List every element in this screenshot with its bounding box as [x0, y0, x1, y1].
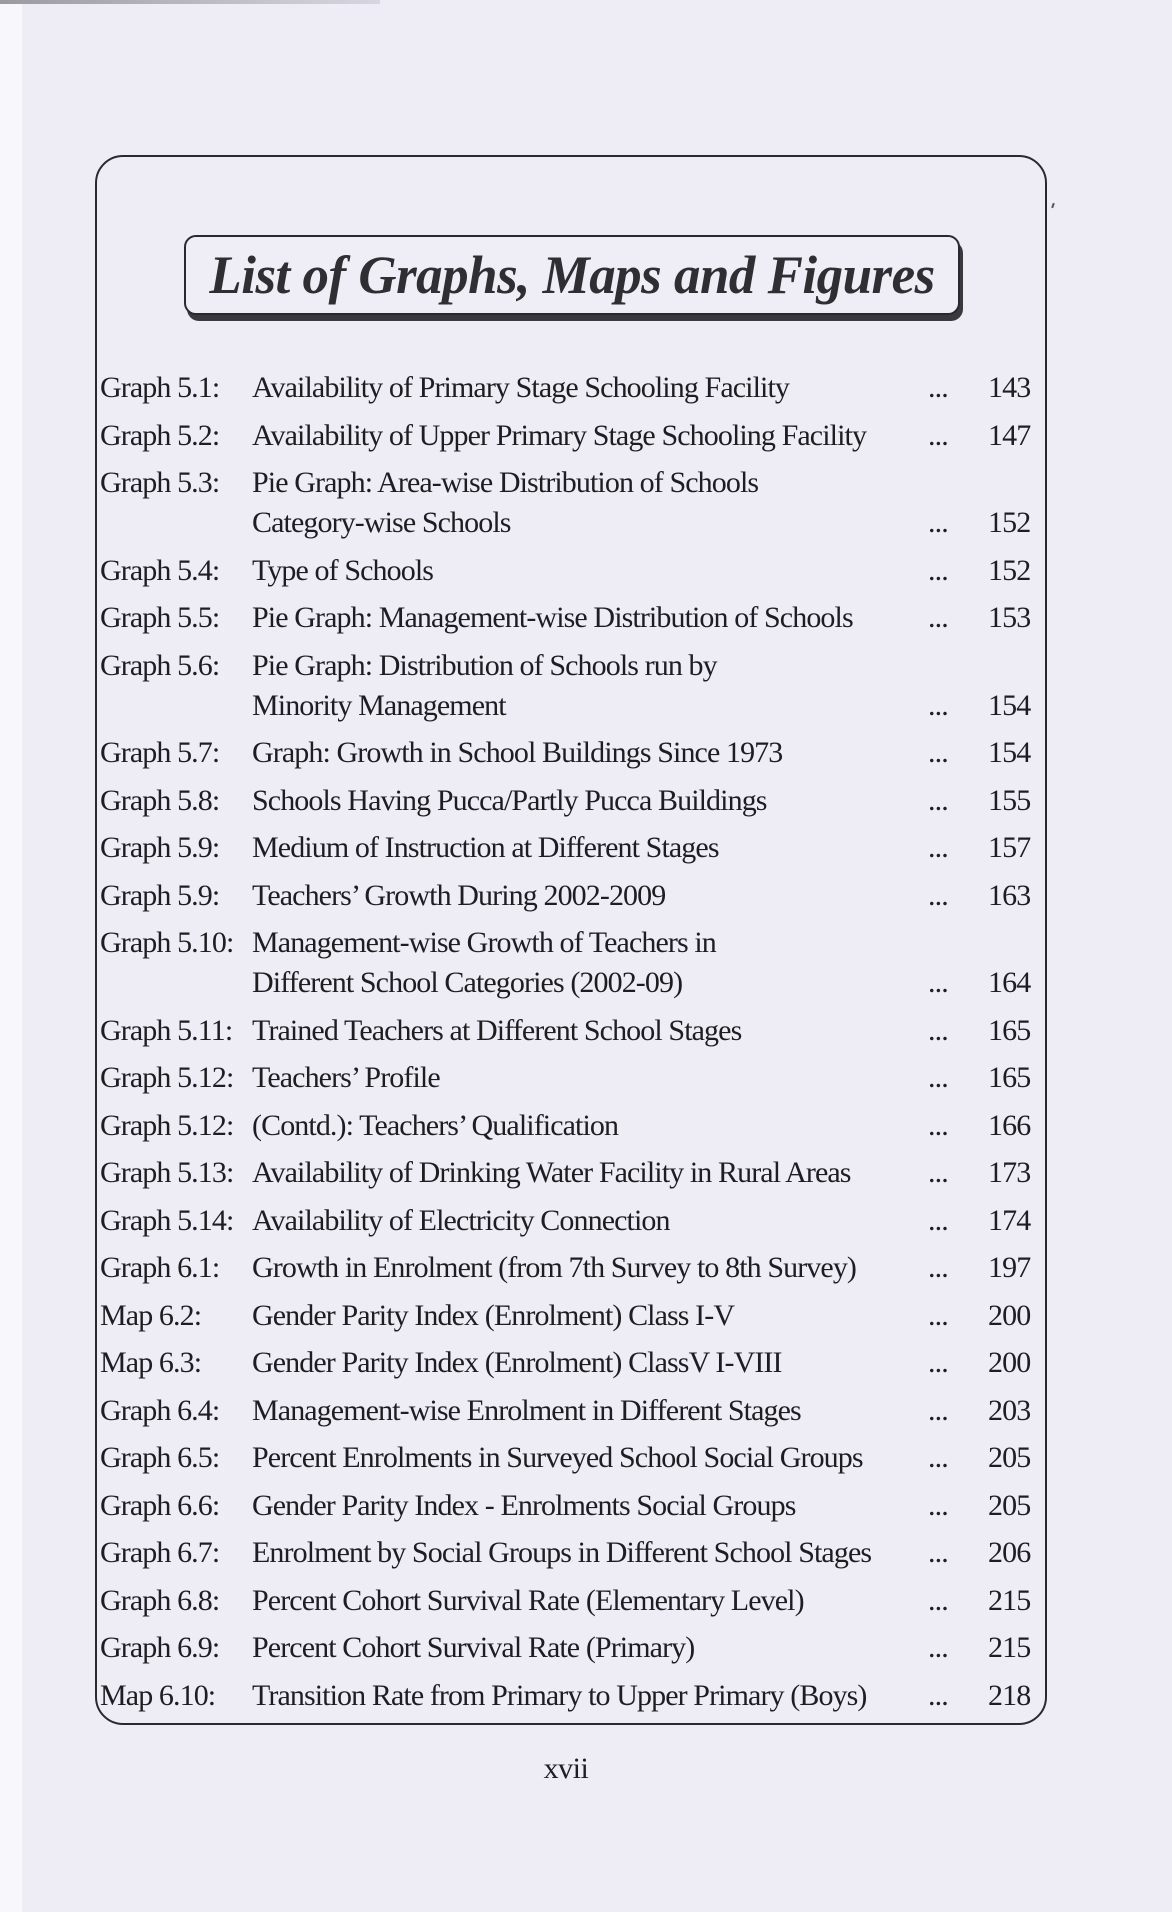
list-entry[interactable]: [100, 1628, 1030, 1668]
entry-title-line: Growth in Enrolment (from 7th Survey to 8th Survey): [252, 1251, 857, 1284]
entry-label: Graph 5.4:: [100, 553, 220, 587]
entry-title: [252, 1581, 926, 1621]
entry-page-number[interactable]: 165: [988, 1013, 1031, 1047]
dot-leader: ...: [928, 1488, 948, 1522]
entry-title: [252, 781, 926, 821]
page-number: xvii: [543, 1752, 589, 1785]
entry-page-number[interactable]: 153: [988, 601, 1031, 634]
dot-leader: ...: [928, 736, 948, 769]
dot-leader: ...: [928, 688, 948, 722]
dot-leader: ...: [928, 1346, 948, 1379]
dot-leader: ...: [928, 783, 948, 817]
entry-label: Graph 5.8:: [100, 783, 220, 817]
dot-leader: ...: [928, 1203, 948, 1237]
entry-page-number[interactable]: 166: [988, 1108, 1031, 1142]
entry-label: Graph 6.6:: [100, 1488, 220, 1522]
entry-label: Graph 6.5:: [100, 1441, 220, 1474]
entry-title: [252, 1343, 926, 1383]
entry-title-line: Type of Schools: [252, 553, 434, 587]
list-entry[interactable]: [100, 828, 1030, 868]
list-entry[interactable]: [100, 923, 1030, 1003]
entry-page-number[interactable]: 152: [988, 506, 1031, 539]
dot-leader: ...: [928, 1631, 948, 1664]
list-entry[interactable]: [100, 1058, 1030, 1098]
entry-page-number[interactable]: 206: [988, 1536, 1031, 1569]
list-entry[interactable]: [100, 876, 1030, 916]
entry-label: Graph 5.13:: [100, 1156, 234, 1189]
entry-title-line: Pie Graph: Distribution of Schools run by: [252, 648, 717, 682]
entry-page-number[interactable]: 155: [988, 783, 1031, 817]
entry-title: [252, 1153, 926, 1193]
list-entry[interactable]: [100, 1533, 1030, 1573]
dot-leader: ...: [928, 1536, 948, 1569]
list-entry[interactable]: [100, 1343, 1030, 1383]
entry-page-number[interactable]: 197: [988, 1251, 1031, 1284]
entry-title-line: Percent Cohort Survival Rate (Elementary Level): [252, 1583, 804, 1617]
figures-list: [100, 368, 1030, 1723]
entry-page-number[interactable]: 154: [988, 688, 1031, 722]
entry-page-number[interactable]: 205: [988, 1441, 1031, 1474]
entry-page-number[interactable]: 147: [988, 418, 1031, 452]
entry-title-line: Minority Management: [252, 688, 506, 722]
entry-page-number[interactable]: 218: [988, 1678, 1031, 1712]
dot-leader: ...: [928, 1441, 948, 1474]
dot-leader: ...: [928, 1298, 948, 1332]
entry-label: Graph 5.2:: [100, 418, 220, 452]
entry-title-line: Category-wise Schools: [252, 506, 511, 539]
list-entry[interactable]: [100, 1248, 1030, 1288]
list-entry[interactable]: [100, 1011, 1030, 1051]
entry-title: [252, 368, 926, 408]
entry-title: [252, 1486, 926, 1526]
entry-page-number[interactable]: 203: [988, 1393, 1031, 1427]
entry-title: [252, 1296, 926, 1336]
entry-title: [252, 1628, 926, 1668]
list-entry[interactable]: [100, 646, 1030, 726]
list-entry[interactable]: [100, 733, 1030, 773]
entry-title-line: (Contd.): Teachers’ Qualification: [252, 1108, 619, 1142]
entry-page-number[interactable]: 163: [988, 878, 1031, 912]
entry-title: [252, 828, 926, 868]
entry-title-line: Management-wise Growth of Teachers in: [252, 926, 716, 959]
entry-title-line: Availability of Drinking Water Facility in Rural Areas: [252, 1156, 851, 1189]
dot-leader: ...: [928, 601, 948, 634]
entry-title-line: Gender Parity Index - Enrolments Social Groups: [252, 1488, 796, 1522]
entry-title: [252, 1438, 926, 1478]
entry-page-number[interactable]: 200: [988, 1298, 1031, 1332]
entry-title: [252, 923, 926, 1003]
list-entry[interactable]: [100, 1581, 1030, 1621]
entry-title-line: Pie Graph: Area-wise Distribution of Schools: [252, 466, 759, 499]
entry-label: Graph 5.7:: [100, 736, 220, 769]
entry-title: [252, 551, 926, 591]
entry-title: [252, 1533, 926, 1573]
entry-label: Graph 5.12:: [100, 1108, 234, 1142]
entry-title-line: Gender Parity Index (Enrolment) Class I-V: [252, 1298, 735, 1332]
dot-leader: ...: [928, 1583, 948, 1617]
entry-title: [252, 876, 926, 916]
entry-title-line: Different School Categories (2002-09): [252, 966, 683, 999]
entry-title-line: Availability of Upper Primary Stage Schooling Facility: [252, 418, 867, 452]
entry-title: [252, 646, 926, 726]
entry-label: Graph 5.3:: [100, 466, 220, 499]
list-entry[interactable]: [100, 1391, 1030, 1431]
entry-title: [252, 733, 926, 773]
dot-leader: ...: [928, 831, 948, 864]
entry-label: Graph 5.12:: [100, 1061, 234, 1094]
entry-title-line: Enrolment by Social Groups in Different School Stages: [252, 1536, 872, 1569]
entry-label: Graph 6.9:: [100, 1631, 220, 1664]
entry-page-number[interactable]: 157: [988, 831, 1031, 864]
entry-label: Map 6.3:: [100, 1346, 202, 1379]
entry-title: [252, 1676, 926, 1716]
dot-leader: ...: [928, 966, 948, 999]
dot-leader: ...: [928, 1013, 948, 1047]
scan-shadow: [0, 0, 380, 4]
dot-leader: ...: [928, 1678, 948, 1712]
list-entry[interactable]: [100, 781, 1030, 821]
entry-title-line: Availability of Electricity Connection: [252, 1203, 670, 1237]
dot-leader: ...: [928, 1251, 948, 1284]
entry-title: [252, 598, 926, 638]
dot-leader: ...: [928, 1061, 948, 1094]
list-entry[interactable]: [100, 1676, 1030, 1716]
entry-page-number[interactable]: 143: [988, 371, 1031, 404]
entry-page-number[interactable]: 164: [988, 966, 1031, 999]
list-entry[interactable]: [100, 1201, 1030, 1241]
entry-title-line: Transition Rate from Primary to Upper Primary (Boys): [252, 1678, 867, 1712]
entry-label: Map 6.10:: [100, 1678, 216, 1712]
dot-leader: ...: [928, 418, 948, 452]
entry-title: [252, 463, 926, 543]
entry-page-number[interactable]: 154: [988, 736, 1031, 769]
entry-label: Graph 5.11:: [100, 1013, 233, 1047]
entry-label: Graph 5.14:: [100, 1203, 234, 1237]
entry-page-number[interactable]: 152: [988, 553, 1031, 587]
entry-page-number[interactable]: 173: [988, 1156, 1031, 1189]
dot-leader: ...: [928, 878, 948, 912]
entry-title-line: Pie Graph: Management-wise Distribution of Schools: [252, 601, 853, 634]
page-edge: [0, 0, 22, 1912]
list-entry[interactable]: [100, 1486, 1030, 1526]
entry-title-line: Gender Parity Index (Enrolment) ClassV I-VIII: [252, 1346, 782, 1379]
entry-title: [252, 1011, 926, 1051]
entry-title-line: Availability of Primary Stage Schooling Facility: [252, 371, 789, 404]
entry-label: Graph 5.9:: [100, 878, 220, 912]
entry-title-line: Graph: Growth in School Buildings Since 1973: [252, 736, 783, 769]
dot-leader: ...: [928, 1393, 948, 1427]
page-title: List of Graphs, Maps and Figures: [209, 245, 935, 305]
entry-page-number[interactable]: 165: [988, 1061, 1031, 1094]
ink-speck: [1051, 203, 1055, 208]
entry-label: Map 6.2:: [100, 1298, 202, 1332]
entry-title-line: Percent Enrolments in Surveyed School Social Groups: [252, 1441, 863, 1474]
entry-label: Graph 6.4:: [100, 1393, 220, 1427]
entry-label: Graph 5.9:: [100, 831, 220, 864]
list-entry[interactable]: [100, 1153, 1030, 1193]
entry-label: Graph 5.1:: [100, 371, 220, 404]
entry-title: [252, 1391, 926, 1431]
entry-label: Graph 5.5:: [100, 601, 220, 634]
entry-page-number[interactable]: 174: [988, 1203, 1031, 1237]
entry-label: Graph 6.7:: [100, 1536, 220, 1569]
list-entry[interactable]: [100, 598, 1030, 638]
entry-title-line: Medium of Instruction at Different Stages: [252, 831, 719, 864]
entry-page-number[interactable]: 205: [988, 1488, 1031, 1522]
entry-title-line: Percent Cohort Survival Rate (Primary): [252, 1631, 695, 1664]
list-entry[interactable]: [100, 1438, 1030, 1478]
dot-leader: ...: [928, 506, 948, 539]
entry-label: Graph 5.10:: [100, 926, 234, 959]
entry-title-line: Schools Having Pucca/Partly Pucca Buildings: [252, 783, 767, 817]
list-entry[interactable]: [100, 463, 1030, 543]
list-entry[interactable]: [100, 368, 1030, 408]
dot-leader: ...: [928, 1108, 948, 1142]
dot-leader: ...: [928, 1156, 948, 1189]
entry-title-line: Management-wise Enrolment in Different Stages: [252, 1393, 801, 1427]
entry-title: [252, 1058, 926, 1098]
entry-label: Graph 6.1:: [100, 1251, 220, 1284]
entry-title-line: Teachers’ Growth During 2002-2009: [252, 878, 666, 912]
entry-page-number[interactable]: 200: [988, 1346, 1031, 1379]
entry-title-line: Trained Teachers at Different School Stages: [252, 1013, 742, 1047]
entry-title: [252, 1106, 926, 1146]
entry-page-number[interactable]: 215: [988, 1631, 1031, 1664]
list-entry[interactable]: [100, 1296, 1030, 1336]
list-entry[interactable]: [100, 551, 1030, 591]
title-banner: [184, 235, 960, 315]
entry-label: Graph 6.8:: [100, 1583, 220, 1617]
entry-title-line: Teachers’ Profile: [252, 1061, 440, 1094]
list-entry[interactable]: [100, 1106, 1030, 1146]
entry-title: [252, 416, 926, 456]
dot-leader: ...: [928, 371, 948, 404]
list-entry[interactable]: [100, 416, 1030, 456]
entry-title: [252, 1248, 926, 1288]
entry-label: Graph 5.6:: [100, 648, 220, 682]
entry-page-number[interactable]: 215: [988, 1583, 1031, 1617]
dot-leader: ...: [928, 553, 948, 587]
entry-title: [252, 1201, 926, 1241]
